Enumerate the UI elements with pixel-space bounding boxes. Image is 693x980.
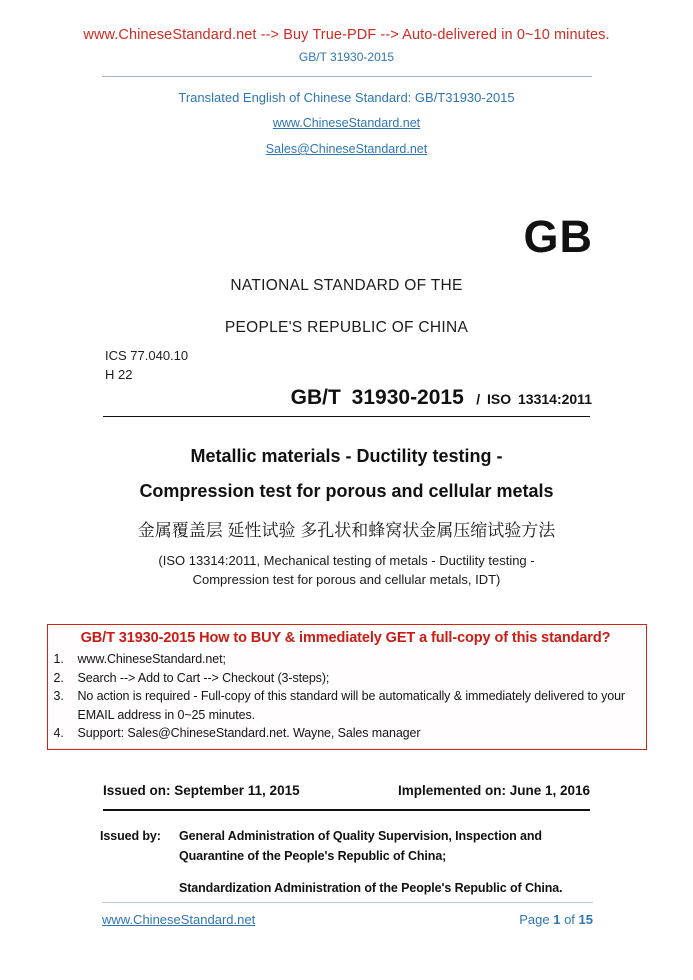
national-standard-line-1: NATIONAL STANDARD OF THE (230, 277, 463, 294)
translated-line: Translated English of Chinese Standard: GB/T31930-2015 (178, 90, 515, 105)
standard-number-row (0, 385, 693, 413)
classification-block (105, 346, 693, 384)
item-text: www.ChineseStandard.net; (77, 652, 226, 666)
promo-banner: www.ChineseStandard.net --> Buy True-PDF --> Auto-delivered in 0~10 minutes. (83, 27, 610, 43)
item-text: Search --> Add to Cart --> Checkout (3-steps); (77, 670, 330, 685)
issued-on-date: Issued on: September 11, 2015 (103, 782, 300, 798)
standard-number: GB/T 31930-2015 (290, 386, 464, 409)
title-chinese: 金属覆盖层 延性试验 多孔状和蜂窝状金属压缩试验方法 (137, 521, 556, 540)
item-text: No action is required - Full-copy of this standard will be automatically & immediately delivered to your EMAIL address in 0~25 minutes. (77, 689, 625, 722)
site-link-row (0, 105, 693, 131)
item-number: 2. (53, 670, 64, 685)
title-english-line-1: Metallic materials - Ductility testing - (190, 446, 503, 466)
class-code: H 22 (105, 367, 133, 382)
masthead-rule (103, 416, 590, 417)
email-link-row (0, 131, 693, 157)
iso-note (0, 551, 693, 589)
list-item (54, 669, 638, 688)
title-english-line-2: Compression test for porous and cellular metals (139, 481, 554, 501)
buy-box-heading: GB/T 31930-2015 How to BUY & immediately GET a full-copy of this standard? (80, 630, 611, 646)
item-number: 1. (53, 652, 64, 666)
item-number: 4. (53, 726, 64, 740)
list-item (54, 650, 638, 669)
page-total: 15 (578, 912, 593, 927)
ics-code: ICS 77.040.10 (105, 348, 189, 363)
issuer-line-1: General Administration of Quality Supervision, Inspection and Quarantine of the People's Republic of China; (179, 828, 542, 863)
email-link[interactable]: Sales@ChineseStandard.net (265, 142, 428, 156)
page-header (0, 0, 693, 157)
dates-row (103, 783, 590, 798)
national-standard-line-2: PEOPLE'S REPUBLIC OF CHINA (224, 319, 469, 336)
page-indicator (519, 912, 593, 927)
item-text: Support: Sales@ChineseStandard.net. Wayne, Sales manager (77, 726, 421, 740)
implemented-on-date: Implemented on: June 1, 2016 (397, 782, 590, 798)
iso-note-line-1: (ISO 13314:2011, Mechanical testing of metals - Ductility testing - (158, 553, 535, 568)
header-divider (102, 76, 592, 77)
dates-rule (103, 809, 590, 811)
iso-reference: / ISO 13314:2011 (476, 391, 592, 407)
footer-site-link[interactable]: www.ChineseStandard.net (102, 912, 256, 927)
page-indicator-prefix: Page (519, 912, 554, 927)
issuer-line-2: Standardization Administration of the People's Republic of China. (179, 880, 563, 895)
issuer-label: Issued by: (100, 828, 161, 843)
buy-steps-list (54, 650, 638, 743)
gb-logo: GB (523, 211, 593, 262)
list-item (54, 687, 638, 724)
item-number: 3. (53, 689, 64, 703)
list-item (54, 724, 638, 743)
page-indicator-of: of (560, 912, 579, 927)
buy-instructions-box (47, 624, 647, 750)
site-link[interactable]: www.ChineseStandard.net (272, 116, 421, 130)
issuer-block (100, 826, 593, 898)
issuer-body (179, 826, 593, 898)
page-footer (102, 902, 593, 927)
page-number: 1 (553, 912, 561, 927)
header-standard-code: GB/T 31930-2015 (298, 50, 395, 64)
iso-note-line-2: Compression test for porous and cellular metals, IDT) (192, 572, 501, 587)
